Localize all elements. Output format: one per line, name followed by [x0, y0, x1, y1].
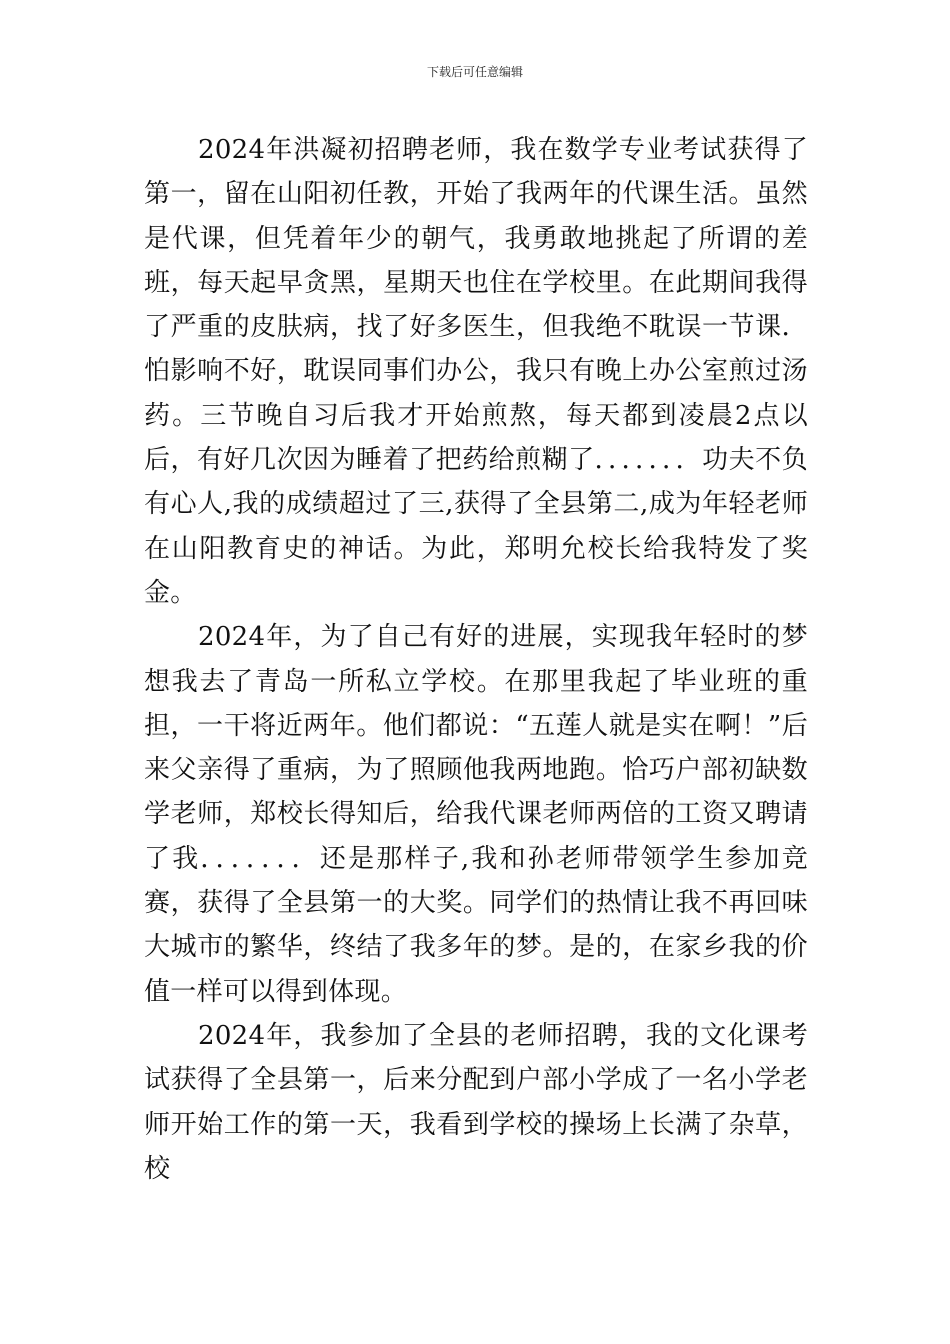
paragraph-1: 2024年洪凝初招聘老师，我在数学专业考试获得了第一，留在山阳初任教，开始了我两年的代课生活。虽然是代课，但凭着年少的朝气，我勇敢地挑起了所谓的差班，每天起早贪黑，星期天也住在学校里。在此期间我得了严重的皮肤病，找了好多医生，但我绝不耽误一节课．怕影响不好，耽误同事们办公，我只有晚上办公室煎过汤药。三节晚自习后我才开始煎熬，每天都到凌晨2点以后，有好几次因为睡着了把药给煎糊了．．．．．．．功夫不负有心人,我的成绩超过了三,获得了全县第二,成为年轻老师在山阳教育史的神话。为此，郑明允校长给我特发了奖金。 — [144, 135, 808, 608]
paragraph-3: 2024年，我参加了全县的老师招聘，我的文化课考试获得了全县第一，后来分配到户部小学成了一名小学老师开始工作的第一天，我看到学校的操场上长满了杂草，校 — [144, 1020, 808, 1184]
page-header: 下载后可任意编辑 — [426, 65, 523, 79]
document-body — [144, 128, 808, 1191]
paragraph-2: 2024年，为了自己有好的进展，实现我年轻时的梦想我去了青岛一所私立学校。在那里我起了毕业班的重担，一干将近两年。他们都说：“五莲人就是实在啊！”后来父亲得了重病，为了照顾他我两地跑。恰巧户部初缺数学老师，郑校长得知后，给我代课老师两倍的工资又聘请了我．．．．．．．还是那样子,我和孙老师带领学生参加竞赛，获得了全县第一的大奖。同学们的热情让我不再回味大城市的繁华，终结了我多年的梦。是的，在家乡我的价值一样可以得到体现。 — [144, 622, 808, 1007]
